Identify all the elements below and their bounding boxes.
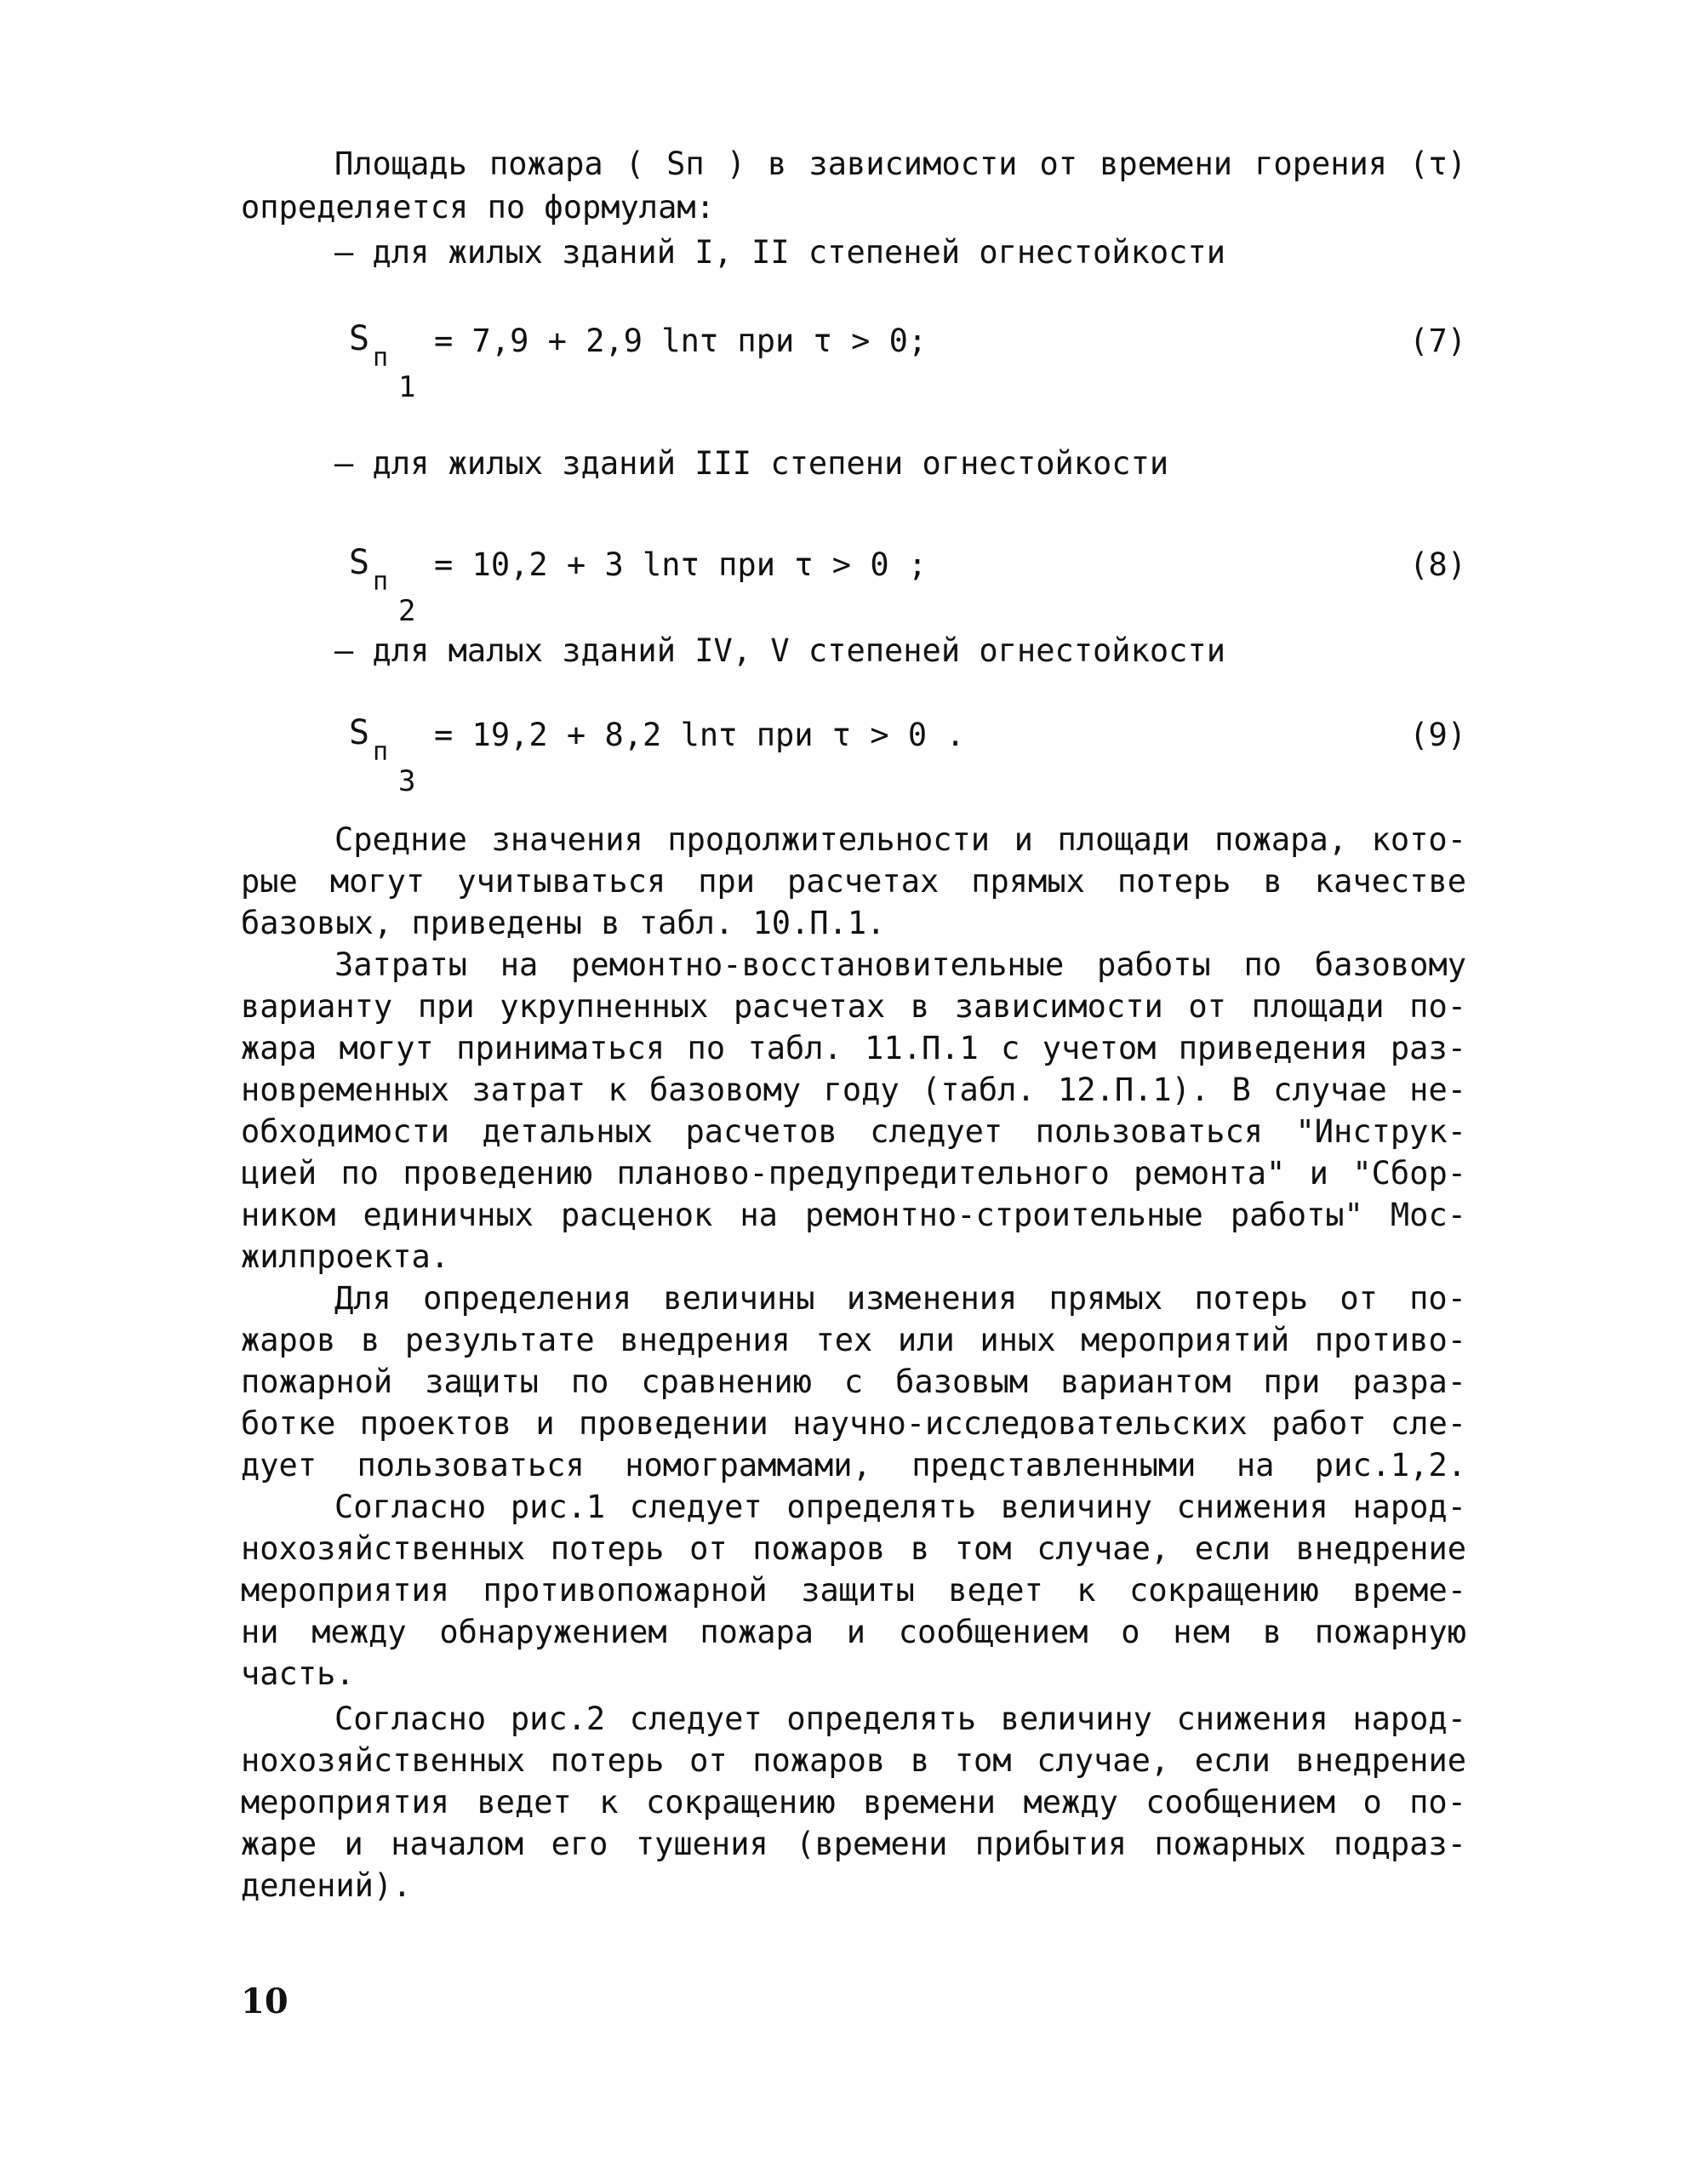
paragraph-5-line: Согласно рис.2 следует определять величину снижения народ- [334, 1701, 1466, 1737]
paragraph-1-line: базовых, приведены в табл. 10.П.1. [241, 905, 886, 941]
paragraph-4-line: мероприятия противопожарной защиты ведет к сокращению време- [241, 1572, 1466, 1609]
paragraph-2-line: новременных затрат к базовому году (табл. 12.П.1). В случае не- [241, 1072, 1466, 1108]
paragraph-4-line: Согласно рис.1 следует определять величину снижения народ- [334, 1489, 1466, 1525]
formula-expression: = 7,9 + 2,9 lnτ при τ > 0; [434, 323, 928, 359]
paragraph-3-line: Для определения величины изменения прямых потерь от по- [334, 1280, 1466, 1317]
paragraph-2-line: цией по проведению планово-предупредительного ремонта" и "Сбор- [241, 1155, 1466, 1192]
bullet-building-class-1-2: – для жилых зданий I, II степеней огнестойкости [334, 234, 1225, 271]
intro-line-1: Площадь пожара ( Sп ) в зависимости от времени горения (τ) [334, 146, 1466, 182]
paragraph-5-line: мероприятия ведет к сокращению времени между сообщением о по- [241, 1784, 1466, 1821]
paragraph-2-line: варианту при укрупненных расчетах в зависимости от площади по- [241, 988, 1466, 1025]
formula-7 [349, 319, 1466, 413]
formula-expression: = 10,2 + 3 lnτ при τ > 0 ; [434, 546, 928, 583]
paragraph-2-line: жилпроекта. [241, 1238, 450, 1275]
formula-index: 1 [398, 370, 416, 404]
paragraph-1-line: Средние значения продолжительности и площади пожара, кото- [334, 821, 1466, 858]
formula-number: (7) [1409, 323, 1466, 359]
formula-index: 2 [398, 594, 416, 628]
formula-symbol: S [349, 543, 370, 582]
paragraph-2-line: ником единичных расценок на ремонтно-строительные работы" Мос- [241, 1197, 1466, 1233]
paragraph-5-line: делений). [241, 1867, 412, 1904]
paragraph-3-line: ботке проектов и проведении научно-исследовательских работ сле- [241, 1405, 1466, 1442]
intro-line-2: определяется по формулам: [241, 189, 715, 226]
formula-symbol: S [349, 319, 370, 358]
formula-symbol: S [349, 713, 370, 752]
formula-index: 3 [398, 764, 416, 798]
formula-subscript: п [373, 737, 389, 767]
paragraph-3-line: пожарной защиты по сравнению с базовым вариантом при разра- [241, 1363, 1466, 1400]
paragraph-4-line: часть. [241, 1655, 355, 1692]
paragraph-2-line: жара могут приниматься по табл. 11.П.1 с учетом приведения раз- [241, 1030, 1466, 1066]
formula-expression: = 19,2 + 8,2 lnτ при τ > 0 . [434, 717, 965, 753]
formula-8 [349, 543, 1466, 637]
formula-number: (8) [1409, 546, 1466, 583]
paragraph-2-line: Затраты на ремонтно-восстановительные работы по базовому [334, 946, 1466, 983]
paragraph-4-line: ни между обнаружением пожара и сообщением о нем в пожарную [241, 1614, 1466, 1650]
paragraph-3-line: жаров в результате внедрения тех или иных мероприятий противо- [241, 1322, 1466, 1358]
paragraph-3-line: дует пользоваться номограммами, представленными на рис.1,2. [241, 1447, 1466, 1484]
formula-9 [349, 713, 1466, 807]
bullet-building-class-3: – для жилых зданий III степени огнестойкости [334, 445, 1169, 482]
formula-subscript: п [373, 343, 389, 373]
paragraph-2-line: обходимости детальных расчетов следует пользоваться "Инструк- [241, 1113, 1466, 1150]
paragraph-1-line: рые могут учитываться при расчетах прямых потерь в качестве [241, 863, 1466, 900]
paragraph-4-line: нохозяйственных потерь от пожаров в том случае, если внедрение [241, 1530, 1466, 1567]
bullet-building-class-4-5: – для малых зданий IV, V степеней огнестойкости [334, 632, 1225, 669]
paragraph-5-line: жаре и началом его тушения (времени прибытия пожарных подраз- [241, 1826, 1466, 1862]
page-number: 10 [241, 1981, 288, 2021]
formula-number: (9) [1409, 717, 1466, 753]
paragraph-5-line: нохозяйственных потерь от пожаров в том случае, если внедрение [241, 1742, 1466, 1779]
formula-subscript: п [373, 567, 389, 597]
